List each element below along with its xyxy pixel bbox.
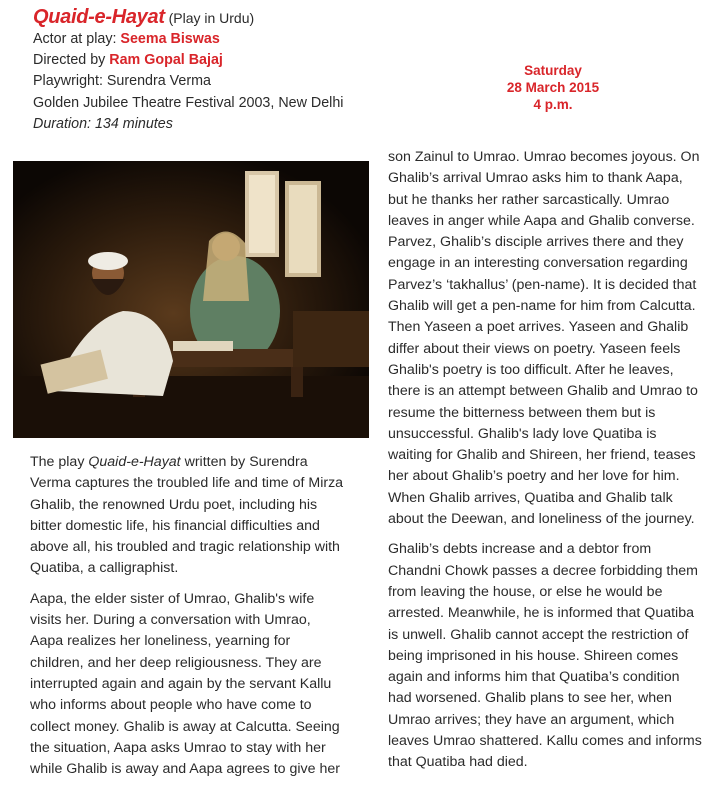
left-para2-line: while Ghalib is away and Aapa agrees to give her: [30, 761, 340, 778]
right-para2-line: arrested. Meanwhile, he is informed that Quatiba: [388, 605, 694, 622]
right-para2-line: being imprisoned in his house. Shireen comes: [388, 647, 679, 664]
left-para1-line: Quatiba, a calligraphist.: [30, 560, 179, 577]
schedule-block: [478, 62, 628, 113]
stage-scene-illustration: [13, 161, 369, 438]
left-para2-line: Aapa realizes her loneliness, yearning for: [30, 633, 291, 650]
right-para1-line: Ghalib's poetry is too difficult. After he leaves,: [388, 361, 674, 378]
right-para1-line: When Ghalib arrives, Quatiba and Ghalib talk: [388, 489, 673, 506]
play-title: Quaid-e-Hayat: [33, 6, 165, 28]
right-para1-line: leaves in anger while Aapa and Ghalib converse.: [388, 212, 695, 229]
actor-line: [33, 29, 378, 50]
right-para1-line: Ghalib will get a pen-name for him from Calcutta.: [388, 298, 696, 315]
actor-label: Actor at play:: [33, 31, 121, 47]
right-para1-line: Then Yaseen a poet arrives. Yaseen and Ghalib: [388, 319, 689, 336]
right-para1-line: about the Deewan, and loneliness of the journey.: [388, 511, 695, 528]
director-line: [33, 50, 378, 71]
right-para1-line: engage in an interesting conversation regarding: [388, 255, 688, 272]
right-para2-line: from leaving the house, or else he would be: [388, 583, 663, 600]
paragraph-gap: [30, 580, 380, 589]
right-para1-line: waiting for Ghalib and Shireen, her friend, teases: [388, 447, 696, 464]
right-para1-line: her about Ghalib’s poetry and her love for him.: [388, 468, 680, 485]
play-header: [33, 6, 378, 135]
director-label: Directed by: [33, 52, 110, 69]
right-para1-line: differ about their views on poetry. Yaseen feels: [388, 340, 681, 357]
schedule-day: Saturday: [524, 63, 582, 78]
right-para1-line: unsuccessful. Ghalib's lady love Quatiba is: [388, 425, 657, 442]
right-para2-line: had worsened. Ghalib plans to see her, when: [388, 690, 672, 707]
left-para1-line: bitter domestic life, his financial difficulties and: [30, 517, 320, 534]
right-para1-line: but he thanks her rather sarcastically. Umrao: [388, 191, 670, 208]
right-para1-line: there is an attempt between Ghalib and Umrao to: [388, 383, 698, 400]
left-para1-line: above all, his troubled and tragic relationship with: [30, 539, 340, 556]
duration-line: Duration: 134 minutes: [33, 115, 173, 132]
left-para2-line: Aapa, the elder sister of Umrao, Ghalib's wife: [30, 590, 315, 607]
right-para1-line: resume the bitterness between them but is: [388, 404, 656, 421]
left-para2-line: collect money. Ghalib is away at Calcutta. Seeing: [30, 718, 340, 735]
left-para1-line: Ghalib, the renowned Urdu poet, including his: [30, 496, 318, 513]
left-para1-line: [30, 452, 380, 473]
left-para2-line: the situation, Aapa asks Umrao to stay with her: [30, 739, 326, 756]
right-para2-line: Ghalib’s debts increase and a debtor from: [388, 541, 652, 558]
right-para1-line: Ghalib’s arrival Umrao asks him to thank Aapa,: [388, 170, 683, 187]
right-para1-line: Parvez, Ghalib’s disciple arrives there and they: [388, 234, 684, 251]
left-para2-line: children, and her deep religiousness. They are: [30, 654, 322, 671]
schedule-date: 28 March 2015: [506, 80, 600, 95]
left-para2-line: who informs about people who have come to: [30, 697, 312, 714]
director-name: Ram Gopal Bajaj: [109, 52, 223, 69]
right-para2-line: leaves Umrao shattered. Kallu comes and informs: [388, 733, 702, 750]
title-line: [33, 6, 378, 29]
intro-play-title: Quaid-e-Hayat: [88, 454, 181, 470]
play-subtitle: (Play in Urdu): [164, 10, 255, 26]
festival-line: Golden Jubilee Theatre Festival 2003, New Delhi: [33, 94, 344, 111]
right-text-column: [388, 147, 720, 774]
intro-text: The play: [30, 454, 89, 470]
left-para2-line: visits her. During a conversation with Umrao,: [30, 612, 311, 629]
left-para2-line: interrupted again and again by the servant Kallu: [30, 675, 332, 692]
schedule-time: 4 p.m.: [533, 97, 573, 112]
right-para2-line: Chandni Chowk passes a decree forbidding them: [388, 562, 698, 579]
right-para1-line: Parvez’s ‘takhallus’ (pen-name). It is decided that: [388, 276, 697, 293]
right-para2-line: again and informs him that Quatiba’s condition: [388, 669, 680, 686]
right-para2-line: that Quatiba had died.: [388, 754, 528, 771]
actor-name: Seema Biswas: [120, 31, 220, 47]
left-para1-line: Verma captures the troubled life and time of Mirza: [30, 475, 344, 492]
right-para1-line: son Zainul to Umrao. Umrao becomes joyous. On: [388, 149, 700, 165]
right-para2-line: Umrao arrives; they have an argument, which: [388, 711, 675, 728]
stage-photo: [13, 161, 369, 438]
intro-text-rest: written by Surendra: [180, 454, 308, 470]
paragraph-gap: [388, 530, 720, 539]
playwright-line: Playwright: Surendra Verma: [33, 73, 211, 90]
right-para2-line: is unwell. Ghalib cannot accept the restriction of: [388, 626, 689, 643]
left-text-column: [30, 452, 380, 780]
